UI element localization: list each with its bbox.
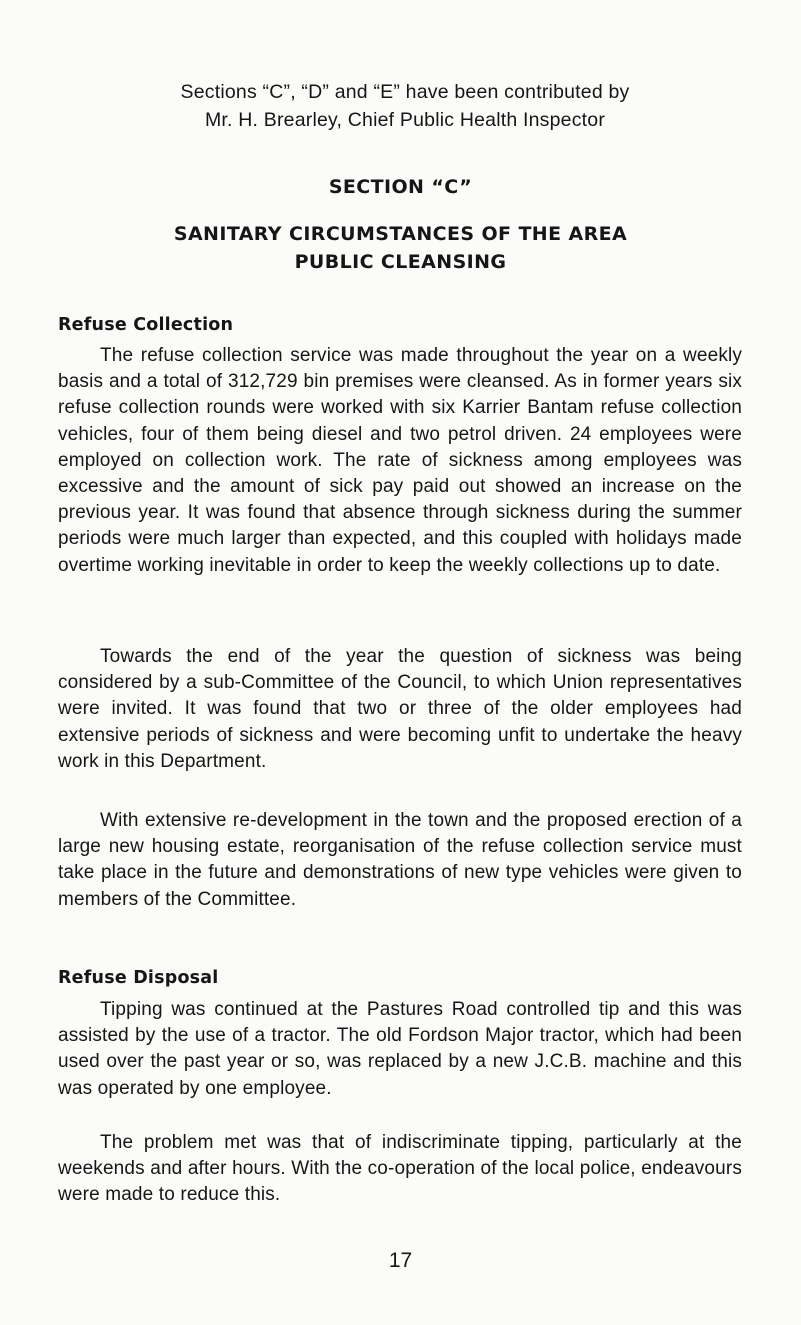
refuse-collection-heading: Refuse Collection (58, 315, 234, 335)
contributor-note-line-2: Mr. H. Brearley, Chief Public Health Inspector (204, 109, 606, 131)
contributor-note-line-1: Sections “C”, “D” and “E” have been contributed by (180, 81, 630, 103)
section-heading-line-1: SANITARY CIRCUMSTANCES OF THE AREA (173, 223, 628, 245)
section-title: SECTION “C” (328, 176, 473, 198)
refuse-collection-paragraph-2: Towards the end of the year the question of sickness was being considered by a sub-Committee of the Council, to which Union representatives were invited. It was found that two or three of the older employees had extensive periods of sickness and were becoming unfit to undertake the heavy work in this Department. (58, 646, 742, 772)
contributor-note (105, 78, 705, 134)
refuse-disposal-paragraph-1: Tipping was continued at the Pastures Road controlled tip and this was assisted by the use of a tractor. The old Fordson Major tractor, which had been used over the past year or so, was replaced by a new J.C.B. machine and this was operated by one employee. (58, 999, 742, 1099)
section-heading-line-2: PUBLIC CLEANSING (294, 251, 507, 273)
page-number: 17 (388, 1249, 413, 1272)
refuse-collection-paragraph-1: The refuse collection service was made throughout the year on a weekly basis and a total of 312,729 bin premises were cleansed. As in former years six refuse collection rounds were worked with six Karrier Bantam refuse collection vehicles, four of them being diesel and two petrol driven. 24 employees were employed on collection work. The rate of sickness among employees was excessive and the amount of sick pay paid out showed an increase on the previous year. It was found that absence through sickness during the summer periods were much larger than expected, and this coupled with holidays made overtime working inevitable in order to keep the weekly collections up to date. (58, 345, 742, 576)
refuse-collection-paragraph-3: With extensive re-development in the town and the proposed erection of a large new housing estate, reorganisation of the refuse collection service must take place in the future and demonstrations of new type vehicles were given to members of the Committee. (58, 810, 742, 910)
refuse-disposal-paragraph-2: The problem met was that of indiscriminate tipping, particularly at the weekends and after hours. With the co-operation of the local police, endeavours were made to reduce this. (58, 1132, 742, 1206)
refuse-disposal-heading: Refuse Disposal (58, 968, 219, 988)
